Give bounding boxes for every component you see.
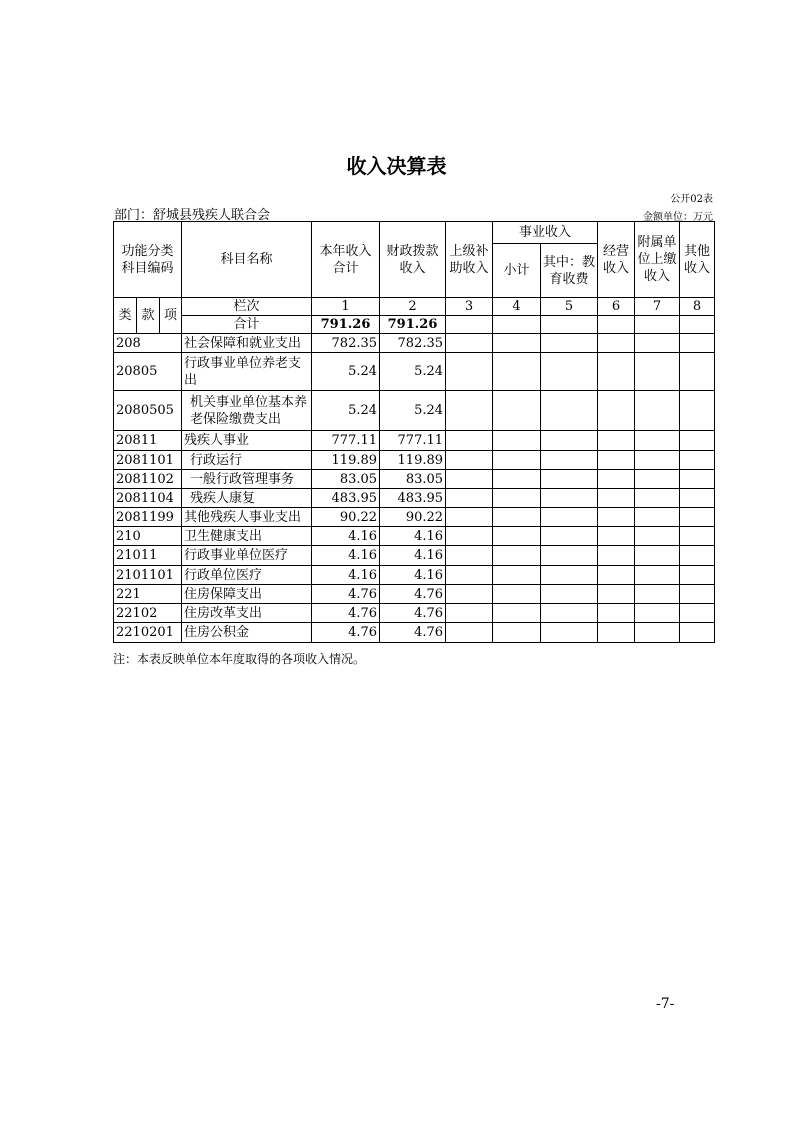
row-fiscal: 4.76 — [380, 623, 446, 643]
row-total: 777.11 — [312, 431, 380, 451]
row-total: 4.76 — [312, 623, 380, 643]
summary-total: 791.26 — [312, 316, 380, 334]
table-row — [114, 334, 715, 353]
income-table — [113, 221, 715, 643]
row-code: 21011 — [114, 546, 182, 566]
row-code: 2210201 — [114, 623, 182, 643]
header-affiliate: 附属单位上缴收入 — [635, 222, 680, 298]
row-code: 2081102 — [114, 470, 182, 489]
col-num-8: 8 — [680, 298, 715, 316]
header-code: 功能分类科目编码 — [114, 222, 182, 298]
header-other: 其他收入 — [680, 222, 715, 298]
row-total: 4.16 — [312, 566, 380, 585]
row-total: 90.22 — [312, 508, 380, 527]
row-name: 残疾人事业 — [182, 431, 312, 451]
header-superior: 上级补助收入 — [446, 222, 493, 298]
header-name: 科目名称 — [182, 222, 312, 298]
row-name: 残疾人康复 — [182, 489, 312, 508]
summary-fiscal: 791.26 — [380, 316, 446, 334]
table-row — [114, 391, 715, 431]
table-row — [114, 623, 715, 643]
row-fiscal: 90.22 — [380, 508, 446, 527]
row-total: 782.35 — [312, 334, 380, 353]
row-fiscal: 782.35 — [380, 334, 446, 353]
row-fiscal: 4.16 — [380, 566, 446, 585]
row-total: 4.76 — [312, 585, 380, 604]
row-total: 483.95 — [312, 489, 380, 508]
row-fiscal: 5.24 — [380, 353, 446, 391]
table-row — [114, 508, 715, 527]
unit-label: 金额单位：万元 — [643, 212, 713, 223]
header-subtotal: 小计 — [493, 244, 541, 298]
row-code: 221 — [114, 585, 182, 604]
table-row — [114, 431, 715, 451]
row-total: 5.24 — [312, 353, 380, 391]
row-fiscal: 777.11 — [380, 431, 446, 451]
table-row — [114, 451, 715, 470]
row-name: 机关事业单位基本养老保险缴费支出 — [182, 391, 312, 431]
table-row — [114, 546, 715, 566]
row-name: 卫生健康支出 — [182, 527, 312, 546]
page-number: -7- — [656, 996, 675, 1012]
col-num-1: 1 — [312, 298, 380, 316]
col-num-3: 3 — [446, 298, 493, 316]
page-title: 收入决算表 — [346, 154, 447, 178]
row-fiscal: 83.05 — [380, 470, 446, 489]
row-name: 其他残疾人事业支出 — [182, 508, 312, 527]
header-lei: 类 — [114, 298, 137, 334]
row-code: 2101101 — [114, 566, 182, 585]
header-edu: 其中：教育收费 — [541, 244, 598, 298]
row-name: 住房改革支出 — [182, 604, 312, 623]
row-name: 社会保障和就业支出 — [182, 334, 312, 353]
row-name: 行政运行 — [182, 451, 312, 470]
header-total: 本年收入合计 — [312, 222, 380, 298]
row-code: 2081104 — [114, 489, 182, 508]
row-code: 22102 — [114, 604, 182, 623]
row-code: 208 — [114, 334, 182, 353]
table-row — [114, 353, 715, 391]
row-name: 行政事业单位养老支出 — [182, 353, 312, 391]
table-row — [114, 604, 715, 623]
row-fiscal: 4.76 — [380, 604, 446, 623]
row-total: 5.24 — [312, 391, 380, 431]
row-fiscal: 119.89 — [380, 451, 446, 470]
row-fiscal: 483.95 — [380, 489, 446, 508]
row-fiscal: 4.16 — [380, 546, 446, 566]
header-business: 事业收入 — [493, 222, 598, 244]
row-total: 4.76 — [312, 604, 380, 623]
row-total: 83.05 — [312, 470, 380, 489]
table-note: 注：本表反映单位本年度取得的各项收入情况。 — [113, 652, 366, 666]
col-num-4: 4 — [493, 298, 541, 316]
table-row — [114, 566, 715, 585]
row-fiscal: 5.24 — [380, 391, 446, 431]
col-num-2: 2 — [380, 298, 446, 316]
row-code: 2081101 — [114, 451, 182, 470]
row-total: 4.16 — [312, 527, 380, 546]
col-num-5: 5 — [541, 298, 598, 316]
table-id: 公开02表 — [670, 194, 713, 205]
col-num-7: 7 — [635, 298, 680, 316]
table-row — [114, 470, 715, 489]
header-kuan: 款 — [137, 298, 160, 334]
row-code: 20805 — [114, 353, 182, 391]
header-fiscal: 财政拨款收入 — [380, 222, 446, 298]
row-fiscal: 4.16 — [380, 527, 446, 546]
row-code: 2081199 — [114, 508, 182, 527]
row-fiscal: 4.76 — [380, 585, 446, 604]
row-code: 210 — [114, 527, 182, 546]
row-total: 119.89 — [312, 451, 380, 470]
row-code: 20811 — [114, 431, 182, 451]
column-no-label: 栏次 — [182, 298, 312, 316]
table-row — [114, 489, 715, 508]
department-label: 部门：舒城县残疾人联合会 — [114, 208, 271, 223]
row-name: 行政单位医疗 — [182, 566, 312, 585]
header-xiang: 项 — [160, 298, 182, 334]
row-code: 2080505 — [114, 391, 182, 431]
col-num-6: 6 — [598, 298, 635, 316]
row-name: 行政事业单位医疗 — [182, 546, 312, 566]
row-name: 住房保障支出 — [182, 585, 312, 604]
row-name: 住房公积金 — [182, 623, 312, 643]
table-row — [114, 585, 715, 604]
table-row — [114, 527, 715, 546]
row-name: 一般行政管理事务 — [182, 470, 312, 489]
header-operating: 经营收入 — [598, 222, 635, 298]
summary-label: 合计 — [182, 316, 312, 334]
row-total: 4.16 — [312, 546, 380, 566]
